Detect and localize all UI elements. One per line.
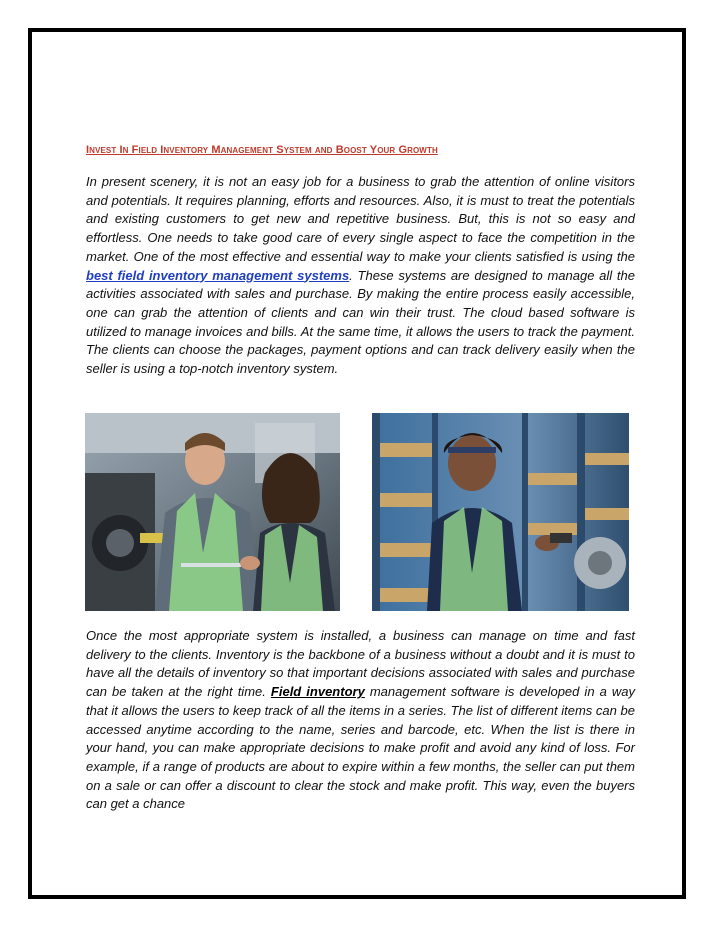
photo-worker-warehouse (372, 413, 629, 611)
paragraph-intro-text-a: In present scenery, it is not an easy job for a business to grab the attention of online visitors and potentials. It requires planning, efforts and resources. Also, it is must to treat the potentials and existing customers to get new and repetitive business. But, this is not so easy and effortless. One needs to take good care of every single aspect to face the competition in the market. One of the most effective and essential way to make your clients satisfied is using the (86, 174, 635, 264)
best-systems-link[interactable]: best field inventory management systems (86, 267, 350, 283)
article-title: Invest In Field Inventory Management System and Boost Your Growth (86, 144, 438, 156)
field-inventory-link[interactable]: Field inventory (270, 684, 365, 700)
paragraph-intro-text-b: . These systems are designed to manage all the activities associated with sales and purchase. By making the entire process easily accessible, one can grab the attention of clients and can win their trust. The cloud based software is utilized to manage invoices and bills. At the same time, it allows the users to track the payment. The clients can choose the packages, payment options and can track delivery easily when the seller is using a top-notch inventory system. (86, 267, 635, 377)
photo-workers-factory (85, 413, 340, 611)
paragraph-delivery-text-b: management software is developed in a way that it allows the users to keep track of all the items in a series. The list of different items can be accessed anytime according to the name, series and barcode, etc. When the list is there in your hand, you can make appropriate decisions to make profit and avoid any kind of loss. For example, if a range of products are about to expire within a few months, the seller can put them on a sale or can offer a discount to clear the stock and make profit. This way, even the buyers can get a chance (86, 684, 635, 812)
paragraph-delivery-text-a: Once the most appropriate system is installed, a business can manage on time and fast delivery to the clients. Inventory is the backbone of a business without a doubt and it is must to have all the details of inventory so that important decisions associated with sales and purchase can be taken at the right time. (86, 628, 635, 700)
paragraph-intro (86, 173, 635, 379)
paragraph-delivery (86, 627, 635, 814)
